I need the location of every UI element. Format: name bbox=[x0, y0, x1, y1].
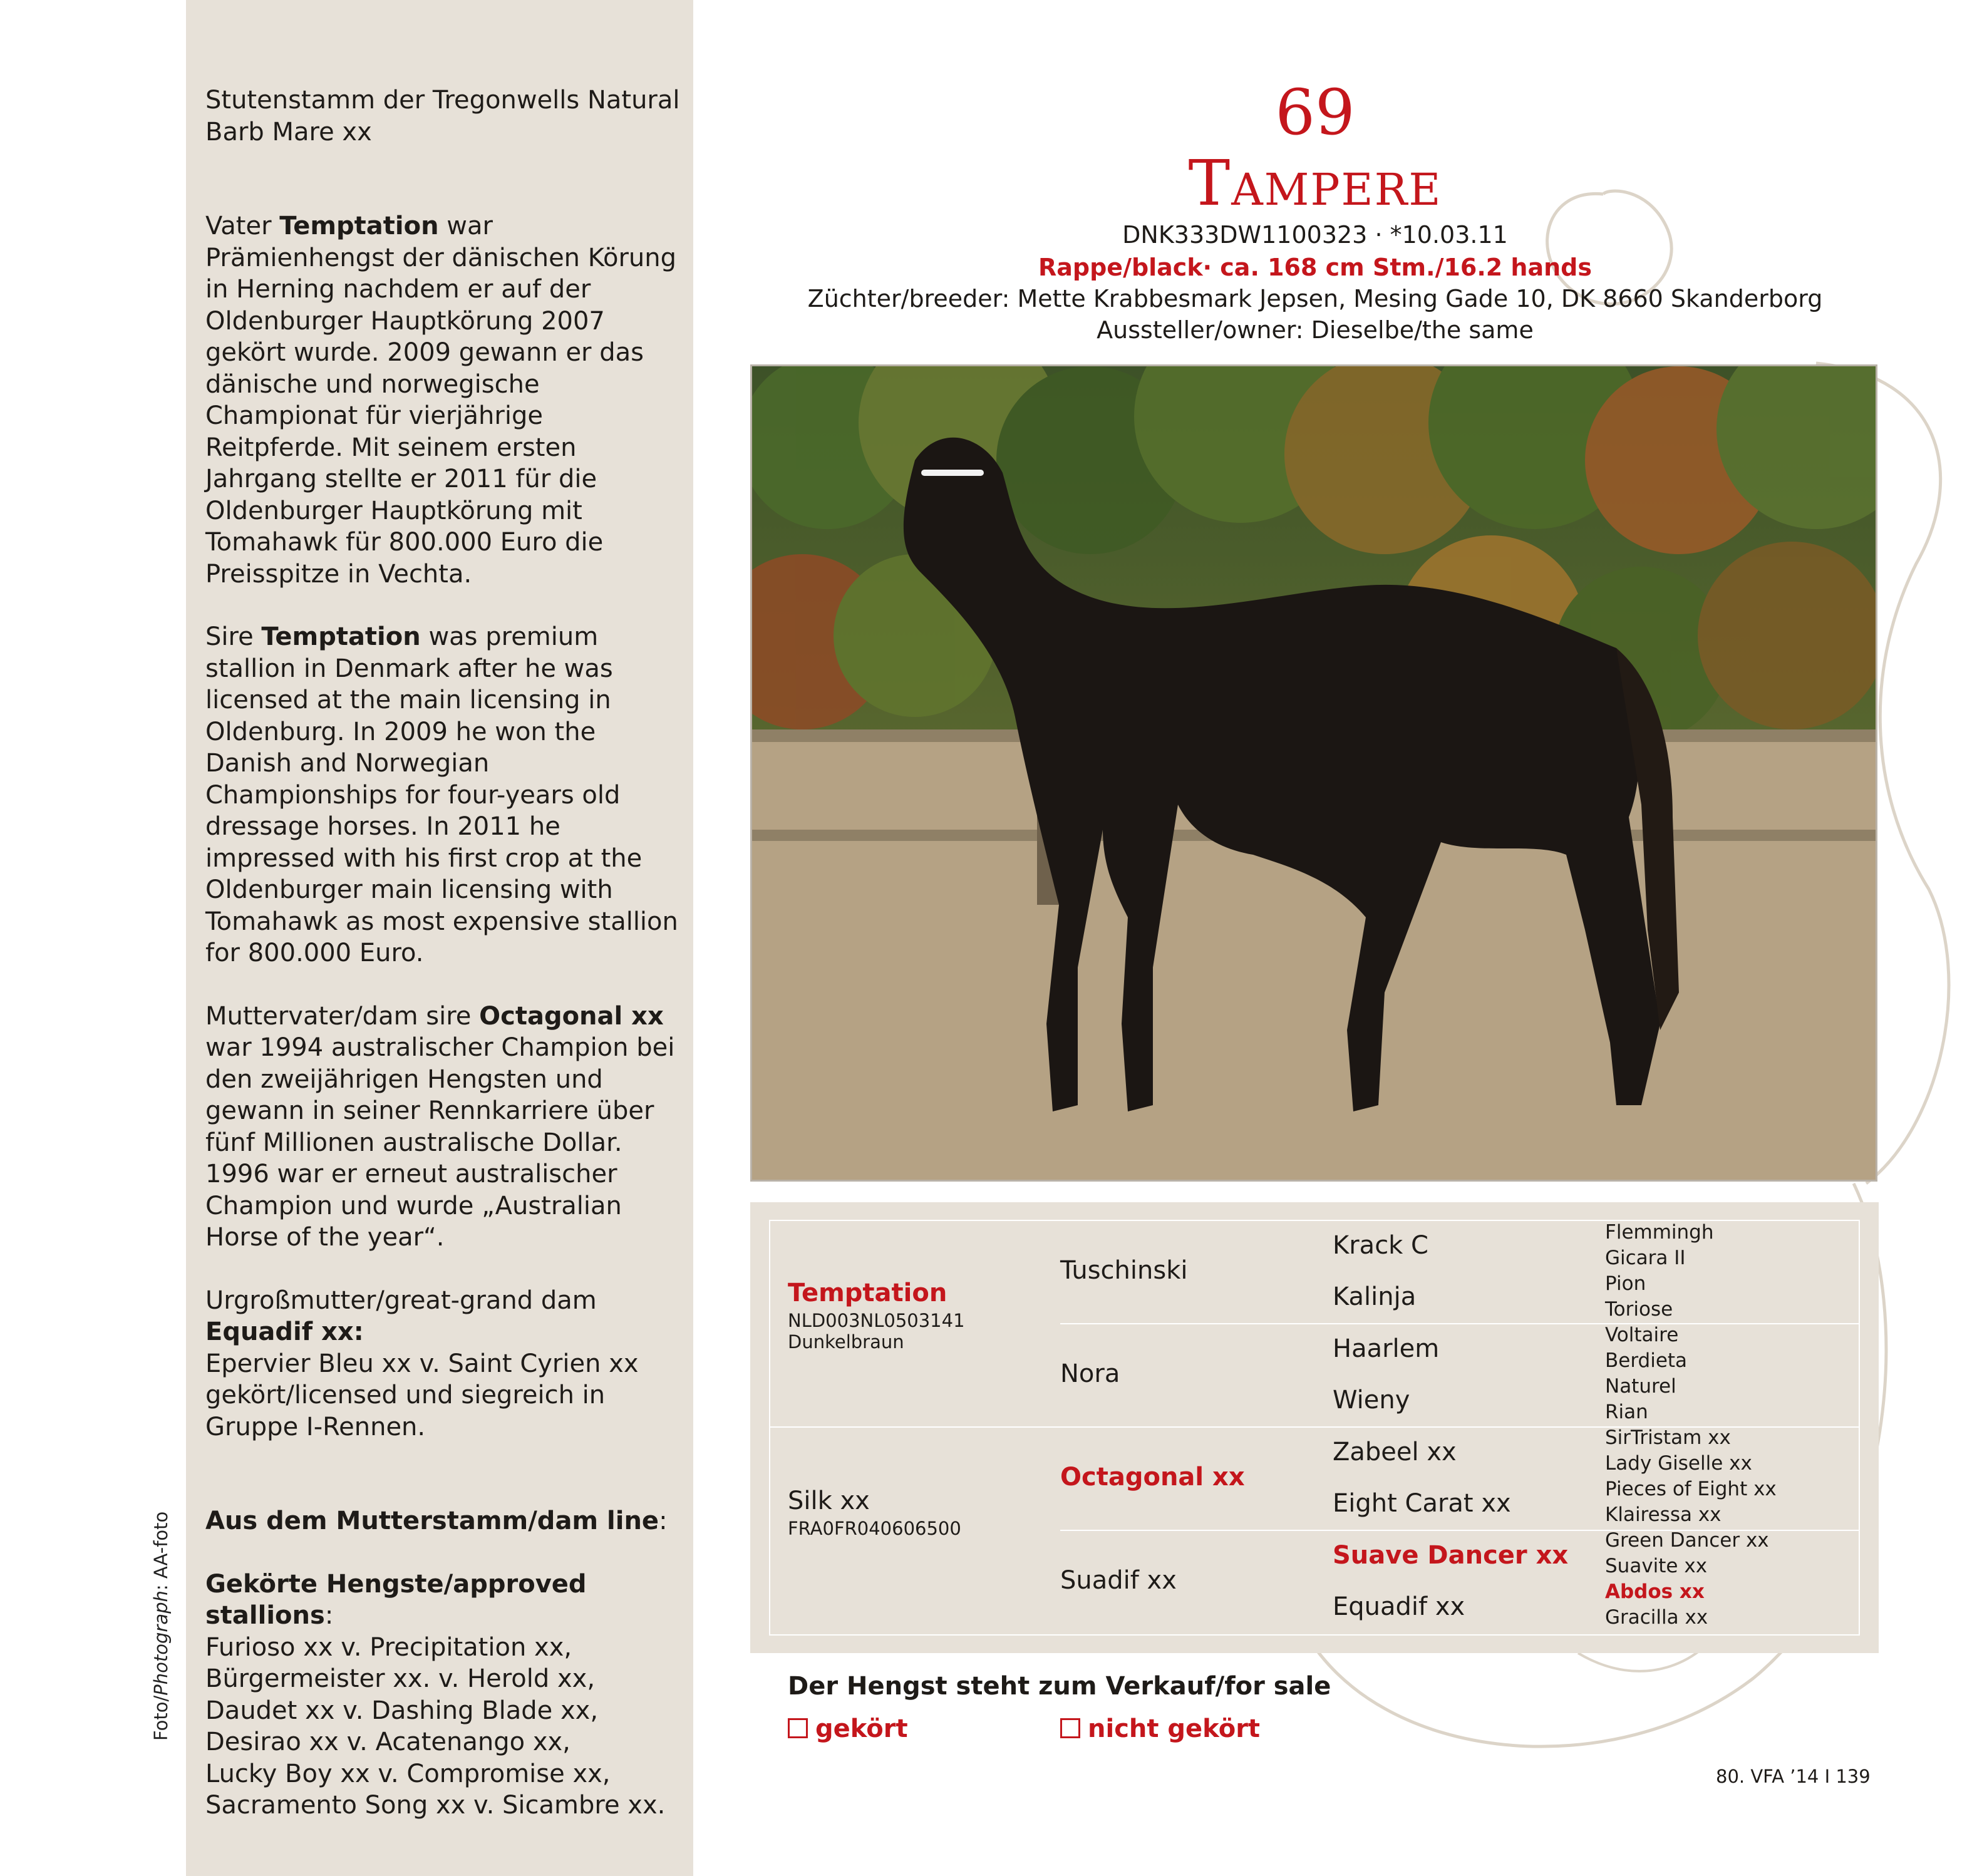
pedigree-gen4: Abdos xx bbox=[1605, 1580, 1705, 1603]
pedigree-gen3: Eight Carat xx bbox=[1333, 1489, 1511, 1518]
checkbox-icon[interactable] bbox=[788, 1718, 808, 1738]
pedigree-gen4: Rian bbox=[1605, 1401, 1648, 1423]
pedigree-gen4: Suavite xx bbox=[1605, 1555, 1708, 1577]
dam-registration: FRA0FR040606500 bbox=[788, 1518, 961, 1539]
sire-paragraph-de: Vater Temptation war Prämienhengst der dänischen Körung in Herning nachdem er auf der Oldenburger Hauptkörung 2007 gekört wurde. 2009 gewann er das dänische und norwegische Championat für vierjährige Reitpferde. Mit seinem ersten Jahrgang stellte er 2011 für die Oldenburger Hauptkörung mit Tomahawk für 800.000 Euro die Preisspitze in Vechta. bbox=[205, 212, 676, 589]
pedigree-gen3: Suave Dancer xx bbox=[1333, 1541, 1569, 1570]
pedigree-gen4: Flemmingh bbox=[1605, 1221, 1714, 1244]
pedigree-divider bbox=[1060, 1323, 1860, 1324]
granddam-paragraph: Urgroßmutter/great-grand dam Equadif xx: Epervier Bleu xx v. Saint Cyrien xx gekört/licensed und siegreich in Gruppe I-Rennen. bbox=[205, 1286, 639, 1441]
pedigree-gen2: Nora bbox=[1060, 1359, 1120, 1388]
pedigree-gen3: Zabeel xx bbox=[1333, 1438, 1457, 1466]
stallion-item: Daudet xx v. Dashing Blade xx, bbox=[205, 1696, 599, 1725]
option-not-licensed[interactable]: nicht gekört bbox=[1060, 1714, 1260, 1743]
pedigree-gen3: Krack C bbox=[1333, 1231, 1428, 1260]
pedigree-gen4: Gracilla xx bbox=[1605, 1606, 1708, 1629]
pedigree-gen3: Kalinja bbox=[1333, 1282, 1417, 1311]
pedigree-gen4: Toriose bbox=[1605, 1298, 1673, 1321]
stallion-item: Furioso xx v. Precipitation xx, bbox=[205, 1632, 572, 1662]
owner-line: Aussteller/owner: Dieselbe/the same bbox=[1097, 316, 1534, 344]
stallion-item: Lucky Boy xx v. Compromise xx, bbox=[205, 1759, 611, 1788]
pedigree-gen4: Pieces of Eight xx bbox=[1605, 1478, 1777, 1500]
pedigree-gen3: Wieny bbox=[1333, 1386, 1410, 1415]
sire-name: Temptation bbox=[788, 1279, 947, 1307]
sale-heading: Der Hengst steht zum Verkauf/for sale bbox=[788, 1672, 1331, 1701]
pedigree-gen4: Klairessa xx bbox=[1605, 1503, 1722, 1526]
sire-registration: NLD003NL0503141 bbox=[788, 1310, 965, 1331]
horse-photo bbox=[750, 364, 1877, 1182]
pedigree-gen4: SirTristam xx bbox=[1605, 1426, 1731, 1449]
pedigree-gen4: Naturel bbox=[1605, 1375, 1676, 1398]
pedigree-gen2: Octagonal xx bbox=[1060, 1463, 1245, 1492]
intro-text: Stutenstamm der Tregonwells Natural Barb Mare xx bbox=[205, 86, 680, 147]
page-footer: 80. VFA ’14 I 139 bbox=[1716, 1766, 1871, 1787]
color-height-line: Rappe/black· ca. 168 cm Stm./16.2 hands bbox=[1038, 254, 1593, 281]
damsire-paragraph: Muttervater/dam sire Octagonal xx war 1994 australischer Champion bei den zweijährigen Hengsten und gewann in seiner Rennkarriere über fünf Millionen australische Dollar. 1996 war er erneut australischer Champion und wurde „Australian Horse of the year“. bbox=[205, 1001, 675, 1252]
lot-number: 69 bbox=[1275, 76, 1355, 149]
stallions-heading: Gekörte Hengste/approved stallions: bbox=[205, 1569, 587, 1630]
stallion-item: Desirao xx v. Acatenango xx, bbox=[205, 1728, 570, 1756]
pedigree-gen4: Gicara II bbox=[1605, 1247, 1686, 1269]
pedigree-gen2: Tuschinski bbox=[1060, 1256, 1188, 1285]
checkbox-icon[interactable] bbox=[1060, 1718, 1080, 1738]
pedigree-gen4: Voltaire bbox=[1605, 1324, 1679, 1346]
photo-credit: Foto/Photograph: AA-foto bbox=[150, 1511, 172, 1741]
pedigree-gen4: Pion bbox=[1605, 1272, 1646, 1295]
dam-name: Silk xx bbox=[788, 1487, 870, 1515]
horse-name: Tampere bbox=[1188, 147, 1442, 220]
pedigree-gen3: Equadif xx bbox=[1333, 1592, 1465, 1621]
registration-line: DNK333DW1100323 · *10.03.11 bbox=[1122, 221, 1508, 249]
option-licensed[interactable]: gekört bbox=[788, 1714, 908, 1743]
pedigree-gen2: Suadif xx bbox=[1060, 1566, 1177, 1595]
pedigree-gen4: Green Dancer xx bbox=[1605, 1529, 1769, 1552]
pedigree-gen3: Haarlem bbox=[1333, 1334, 1440, 1363]
pedigree-gen4: Berdieta bbox=[1605, 1349, 1688, 1372]
stallion-item: Sacramento Song xx v. Sicambre xx. bbox=[205, 1791, 666, 1820]
horse-illustration bbox=[752, 366, 1876, 1180]
sire-color: Dunkelbraun bbox=[788, 1331, 904, 1353]
pedigree-gen4: Lady Giselle xx bbox=[1605, 1452, 1752, 1475]
breeder-line: Züchter/breeder: Mette Krabbesmark Jepsen, Mesing Gade 10, DK 8660 Skanderborg bbox=[807, 285, 1823, 312]
damline-heading: Aus dem Mutterstamm/dam line: bbox=[205, 1507, 668, 1535]
stallion-item: Bürgermeister xx. v. Herold xx, bbox=[205, 1664, 596, 1693]
sire-paragraph-en: Sire Temptation was premium stallion in Denmark after he was licensed at the main licensing in Oldenburg. In 2009 he won the Danish and Norwegian Championships for four-years old dressage horses. In 2011 he impressed with his first crop at the Oldenburger main licensing with Tomahawk as most expensive stallion for 800.000 Euro. bbox=[205, 622, 678, 967]
